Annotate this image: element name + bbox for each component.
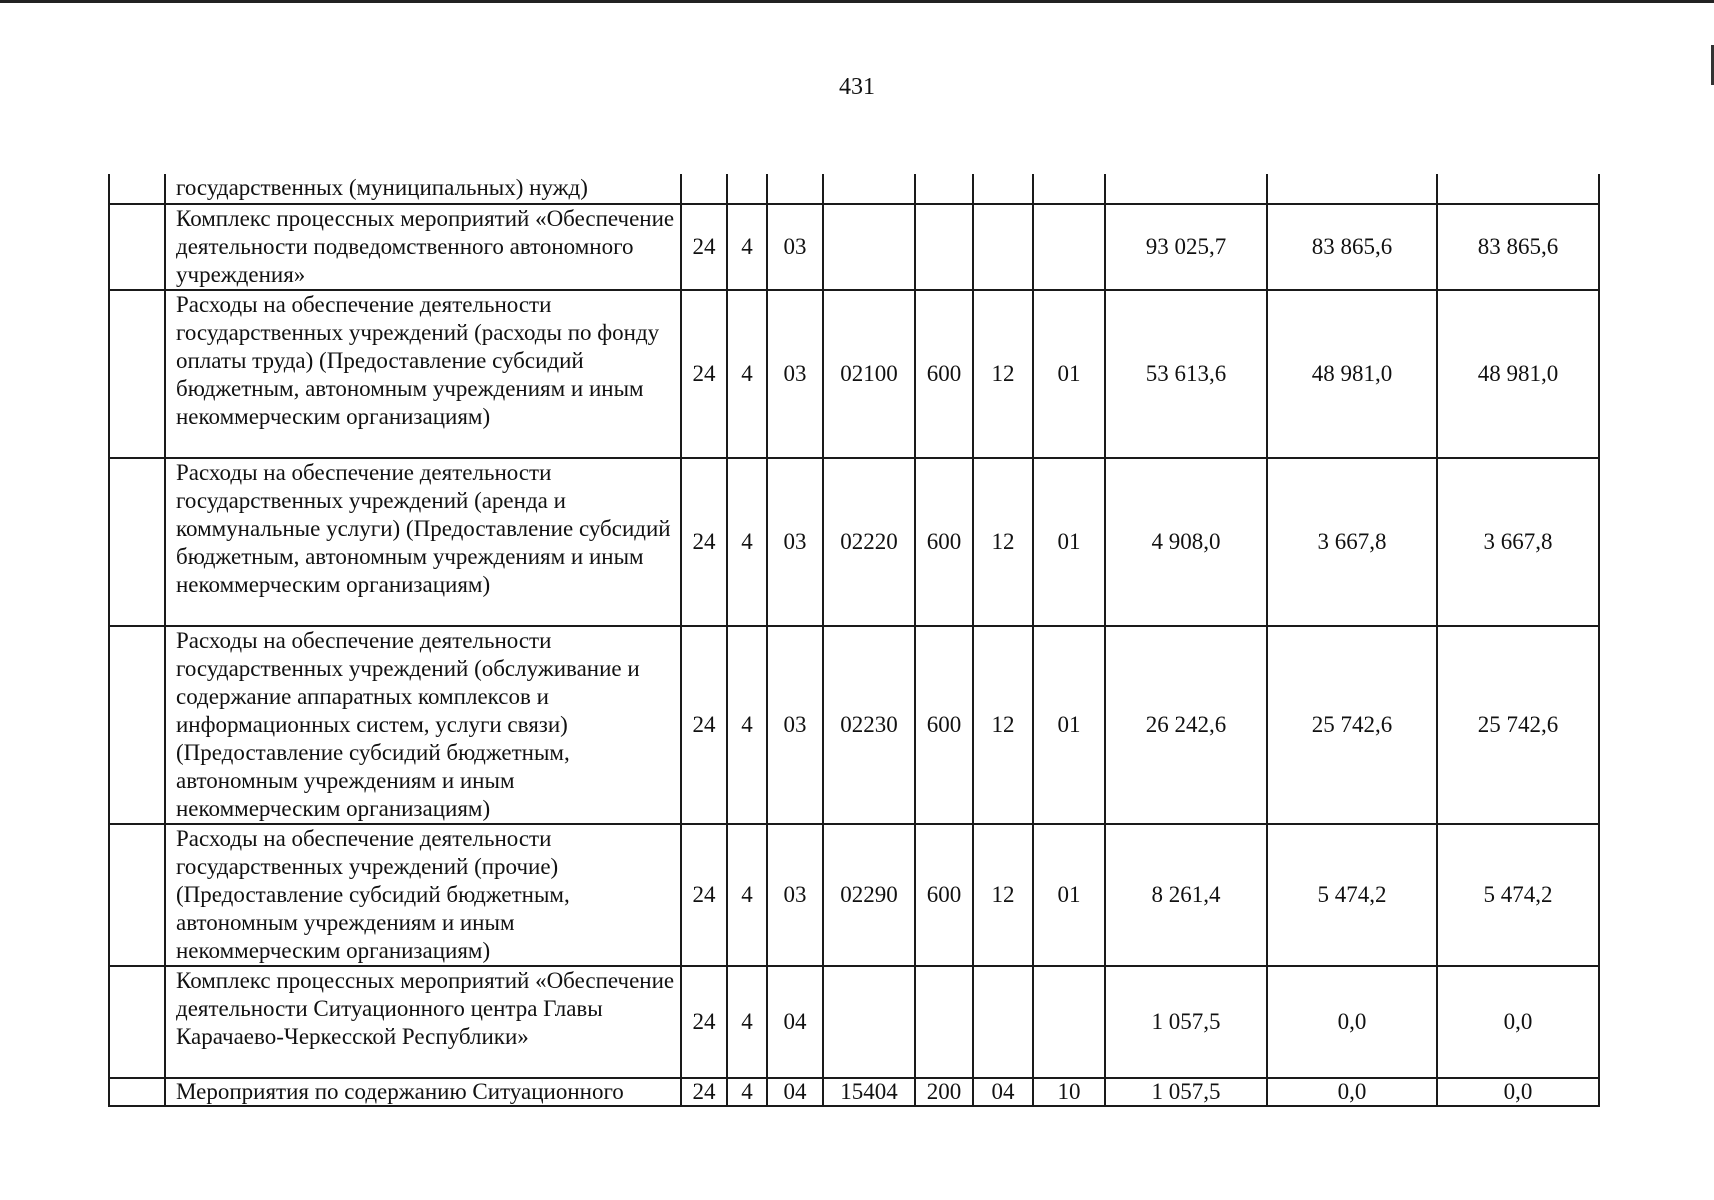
table-row xyxy=(109,174,1599,204)
value-year-3: 25 742,6 xyxy=(1437,626,1599,824)
value-year-2: 48 981,0 xyxy=(1267,290,1437,458)
col-expense-type: 600 xyxy=(915,290,973,458)
row-description: Расходы на обеспечение деятельности государственных учреждений (аренда и коммунальные услуги) (Предоставление субсидий бюджетным, автономным учреждениям и иным некоммерческим организациям) xyxy=(165,458,681,626)
col-code-b: 10 xyxy=(1033,1078,1105,1106)
col-direction xyxy=(823,204,915,290)
page-number: 431 xyxy=(839,74,875,100)
col-code-b xyxy=(1033,204,1105,290)
col-subsection: 4 xyxy=(727,458,767,626)
row-description: Мероприятия по содержанию Ситуационного xyxy=(165,1078,681,1106)
row-description: Расходы на обеспечение деятельности государственных учреждений (прочие) (Предоставление субсидий бюджетным, автономным учреждениям и иным некоммерческим организациям) xyxy=(165,824,681,966)
col-program: 03 xyxy=(767,204,823,290)
table-body xyxy=(109,174,1599,1106)
row-description: Расходы на обеспечение деятельности государственных учреждений (обслуживание и содержание аппаратных комплексов и информационных систем, услуги связи) (Предоставление субсидий бюджетным, автономным учреждениям и иным некоммерческим организациям) xyxy=(165,626,681,824)
col-expense-type: 600 xyxy=(915,458,973,626)
row-description: Комплекс процессных мероприятий «Обеспечение деятельности Ситуационного центра Главы Карачаево-Черкесской Республики» xyxy=(165,966,681,1078)
value-year-3: 3 667,8 xyxy=(1437,458,1599,626)
col-code-a xyxy=(973,174,1033,204)
col-code-a: 12 xyxy=(973,824,1033,966)
value-year-1: 8 261,4 xyxy=(1105,824,1267,966)
col-code-a: 04 xyxy=(973,1078,1033,1106)
value-year-3: 0,0 xyxy=(1437,1078,1599,1106)
col-program: 03 xyxy=(767,458,823,626)
value-year-2 xyxy=(1267,174,1437,204)
value-year-2: 25 742,6 xyxy=(1267,626,1437,824)
row-number-cell xyxy=(109,1078,165,1106)
table-row xyxy=(109,824,1599,966)
col-section: 24 xyxy=(681,458,727,626)
col-direction: 02290 xyxy=(823,824,915,966)
value-year-3 xyxy=(1437,174,1599,204)
col-subsection: 4 xyxy=(727,204,767,290)
row-number-cell xyxy=(109,174,165,204)
col-expense-type: 200 xyxy=(915,1078,973,1106)
budget-table xyxy=(108,174,1600,1107)
scan-edge-top xyxy=(0,0,1714,3)
col-direction xyxy=(823,966,915,1078)
table-row xyxy=(109,204,1599,290)
col-program xyxy=(767,174,823,204)
col-code-b: 01 xyxy=(1033,626,1105,824)
row-number-cell xyxy=(109,290,165,458)
col-code-b: 01 xyxy=(1033,290,1105,458)
col-code-b: 01 xyxy=(1033,824,1105,966)
value-year-2: 0,0 xyxy=(1267,966,1437,1078)
col-program: 03 xyxy=(767,290,823,458)
row-number-cell xyxy=(109,626,165,824)
table-row xyxy=(109,1078,1599,1106)
table-row xyxy=(109,626,1599,824)
table-row xyxy=(109,966,1599,1078)
col-program: 03 xyxy=(767,824,823,966)
col-direction: 02100 xyxy=(823,290,915,458)
col-expense-type: 600 xyxy=(915,626,973,824)
col-program: 03 xyxy=(767,626,823,824)
value-year-2: 83 865,6 xyxy=(1267,204,1437,290)
row-number-cell xyxy=(109,824,165,966)
value-year-1: 26 242,6 xyxy=(1105,626,1267,824)
col-section: 24 xyxy=(681,204,727,290)
col-code-a: 12 xyxy=(973,290,1033,458)
value-year-3: 5 474,2 xyxy=(1437,824,1599,966)
value-year-1: 4 908,0 xyxy=(1105,458,1267,626)
col-code-b xyxy=(1033,174,1105,204)
col-code-a: 12 xyxy=(973,626,1033,824)
row-number-cell xyxy=(109,966,165,1078)
value-year-3: 0,0 xyxy=(1437,966,1599,1078)
value-year-1 xyxy=(1105,174,1267,204)
col-section: 24 xyxy=(681,966,727,1078)
col-code-a xyxy=(973,204,1033,290)
value-year-1: 1 057,5 xyxy=(1105,966,1267,1078)
col-subsection: 4 xyxy=(727,1078,767,1106)
col-section: 24 xyxy=(681,1078,727,1106)
col-section: 24 xyxy=(681,824,727,966)
table-row xyxy=(109,290,1599,458)
col-section: 24 xyxy=(681,626,727,824)
col-program: 04 xyxy=(767,1078,823,1106)
value-year-2: 5 474,2 xyxy=(1267,824,1437,966)
value-year-1: 53 613,6 xyxy=(1105,290,1267,458)
row-description: государственных (муниципальных) нужд) xyxy=(165,174,681,204)
col-direction: 02220 xyxy=(823,458,915,626)
col-expense-type xyxy=(915,174,973,204)
value-year-3: 83 865,6 xyxy=(1437,204,1599,290)
col-direction: 02230 xyxy=(823,626,915,824)
value-year-1: 93 025,7 xyxy=(1105,204,1267,290)
col-direction: 15404 xyxy=(823,1078,915,1106)
col-expense-type xyxy=(915,204,973,290)
col-direction xyxy=(823,174,915,204)
row-number-cell xyxy=(109,458,165,626)
col-program: 04 xyxy=(767,966,823,1078)
col-code-b xyxy=(1033,966,1105,1078)
col-subsection: 4 xyxy=(727,966,767,1078)
col-code-a: 12 xyxy=(973,458,1033,626)
row-description: Комплекс процессных мероприятий «Обеспечение деятельности подведомственного автономного учреждения» xyxy=(165,204,681,290)
col-expense-type: 600 xyxy=(915,824,973,966)
col-expense-type xyxy=(915,966,973,1078)
col-subsection xyxy=(727,174,767,204)
table-row xyxy=(109,458,1599,626)
col-subsection: 4 xyxy=(727,290,767,458)
value-year-2: 0,0 xyxy=(1267,1078,1437,1106)
col-subsection: 4 xyxy=(727,824,767,966)
value-year-1: 1 057,5 xyxy=(1105,1078,1267,1106)
row-number-cell xyxy=(109,204,165,290)
col-section xyxy=(681,174,727,204)
col-subsection: 4 xyxy=(727,626,767,824)
col-section: 24 xyxy=(681,290,727,458)
col-code-b: 01 xyxy=(1033,458,1105,626)
col-code-a xyxy=(973,966,1033,1078)
row-description: Расходы на обеспечение деятельности государственных учреждений (расходы по фонду оплаты труда) (Предоставление субсидий бюджетным, автономным учреждениям и иным некоммерческим организациям) xyxy=(165,290,681,458)
value-year-3: 48 981,0 xyxy=(1437,290,1599,458)
value-year-2: 3 667,8 xyxy=(1267,458,1437,626)
